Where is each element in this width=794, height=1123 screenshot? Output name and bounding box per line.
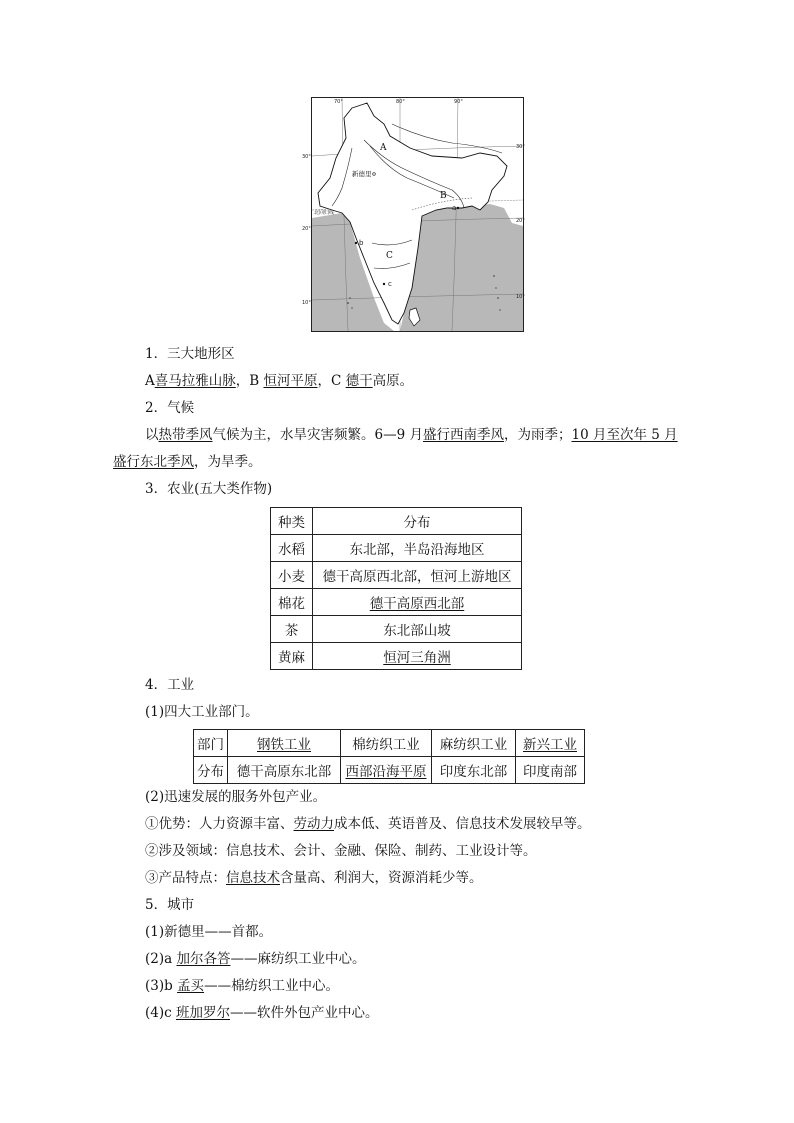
table-cell: 印度南部 [516, 757, 585, 784]
answer-deccan: 德干 [345, 373, 373, 389]
table-header-cell: 种类 [271, 508, 313, 535]
text-span: ，为旱季。 [194, 454, 262, 470]
section-2-heading: 2．气候 [145, 400, 195, 416]
point-b-label: b [359, 239, 364, 247]
industry-table [193, 729, 585, 784]
section-4-item-3 [145, 868, 483, 888]
crop-cell: 黄麻 [271, 643, 313, 670]
section-1-line [145, 371, 413, 391]
lon-label-80: 80° [396, 99, 405, 105]
crop-table [270, 507, 522, 670]
industry-answer: 新兴工业 [523, 737, 577, 753]
section-1-heading: 1．三大地形区 [145, 346, 235, 362]
distribution-cell: 德干高原西北部，恒河上游地区 [313, 562, 522, 589]
answer-labor: 劳动力 [293, 816, 334, 832]
point-b-marker [355, 242, 357, 244]
text-span: 含量高、利润大，资源消耗少等。 [280, 870, 483, 886]
section-4-item-1 [145, 814, 591, 834]
point-c-label: c [388, 280, 392, 288]
text-span: ，B [235, 373, 264, 389]
answer-himalayas: 喜马拉雅山脉 [154, 373, 236, 389]
answer-kolkata: 加尔各答 [176, 951, 231, 967]
point-c-marker [383, 283, 385, 285]
text-span: ，为雨季； [503, 427, 572, 443]
industry-answer: 西部沿海平原 [345, 764, 427, 780]
table-row [271, 643, 522, 670]
table-row [194, 757, 585, 784]
text-span: 高原。 [372, 373, 414, 389]
text-span: ——麻纺织工业中心。 [230, 951, 366, 967]
point-a-label: a [452, 204, 457, 212]
text-span: (2)a [145, 951, 177, 967]
text-span: 气候为主，水旱灾害频繁。6—9 月 [212, 427, 423, 443]
text-span: ，C [317, 373, 346, 389]
region-c-label: C [386, 251, 393, 261]
india-map [302, 97, 525, 332]
answer-ganges-plain: 恒河平原 [263, 373, 318, 389]
text-span: ①优势：人力资源丰富、 [145, 816, 294, 832]
section-4-heading: 4．工业 [145, 677, 195, 693]
section-5-heading: 5．城市 [145, 897, 195, 913]
lat-label-20: 20° [302, 226, 311, 232]
section-4-item-2: ②涉及领域：信息技术、会计、金融、保险、制药、工业设计等。 [145, 843, 537, 859]
text-span: A [145, 373, 155, 389]
text-span: ——软件外包产业中心。 [229, 1005, 379, 1021]
table-row [271, 562, 522, 589]
crop-cell: 水稻 [271, 535, 313, 562]
distribution-cell: 东北部山坡 [313, 616, 522, 643]
distribution-cell: 东北部，半岛沿海地区 [313, 535, 522, 562]
lat-label-right-20: 20° [516, 218, 525, 224]
table-row [271, 589, 522, 616]
table-row [271, 616, 522, 643]
table-cell [516, 730, 585, 757]
section-4-sub-2: (2)迅速发展的服务外包产业。 [145, 789, 327, 805]
table-cell: 棉纺织工业 [341, 730, 432, 757]
table-header-row [271, 508, 522, 535]
distribution-answer: 德干高原西北部 [369, 596, 465, 612]
section-3-heading: 3．农业(五大类作物) [145, 481, 273, 497]
answer-mumbai: 孟买 [177, 978, 205, 994]
crop-cell: 棉花 [271, 589, 313, 616]
city-item-4 [145, 1003, 378, 1023]
answer-dry-season-months: 10 月至次年 5 月 [571, 427, 678, 443]
lon-label-70: 70° [334, 99, 343, 105]
answer-bangalore: 班加罗尔 [175, 1005, 230, 1021]
city-item-1: (1)新德里——首都。 [145, 924, 273, 940]
city-item-3 [145, 976, 339, 996]
table-header-cell: 分布 [313, 508, 522, 535]
city-item-2 [145, 949, 365, 969]
table-cell: 部门 [194, 730, 228, 757]
text-span: 成本低、英语普及、信息技术发展较早等。 [334, 816, 591, 832]
table-cell: 德干高原东北部 [228, 757, 341, 784]
table-cell [228, 730, 341, 757]
india-map-svg [302, 98, 525, 331]
crop-cell: 小麦 [271, 562, 313, 589]
lat-label-10: 10° [302, 300, 311, 306]
lat-label-right-30: 30° [516, 144, 525, 150]
new-delhi-label: 新德里 [352, 170, 372, 178]
industry-answer: 钢铁工业 [257, 737, 311, 753]
table-cell [341, 757, 432, 784]
lat-label-right-10: 10° [516, 294, 525, 300]
crop-cell: 茶 [271, 616, 313, 643]
region-b-label: B [440, 191, 447, 201]
table-cell: 印度东北部 [432, 757, 516, 784]
text-span: ——棉纺织工业中心。 [204, 978, 340, 994]
text-span: 以 [145, 427, 159, 443]
tropic-label: 北回归线 [314, 210, 335, 216]
region-a-label: A [380, 143, 387, 153]
section-4-sub-1: (1)四大工业部门。 [145, 704, 259, 720]
table-row [194, 730, 585, 757]
answer-it: 信息技术 [226, 870, 280, 886]
section-2-line-2 [113, 452, 262, 472]
lon-label-90: 90° [454, 99, 463, 105]
distribution-cell [313, 589, 522, 616]
answer-southwest-monsoon: 盛行西南季风 [422, 427, 504, 443]
table-cell: 分布 [194, 757, 228, 784]
text-span: ③产品特点： [145, 870, 226, 886]
answer-northeast-monsoon: 盛行东北季风 [113, 454, 194, 470]
text-span: (4)c [145, 1005, 176, 1021]
text-span: (3)b [145, 978, 178, 994]
table-cell: 麻纺织工业 [432, 730, 516, 757]
section-2-line-1 [145, 425, 678, 445]
distribution-answer: 恒河三角洲 [383, 650, 451, 666]
lat-label-30: 30° [302, 154, 311, 160]
point-a-marker [457, 207, 459, 209]
answer-tropical-monsoon: 热带季风 [158, 427, 213, 443]
distribution-cell [313, 643, 522, 670]
table-row [271, 535, 522, 562]
